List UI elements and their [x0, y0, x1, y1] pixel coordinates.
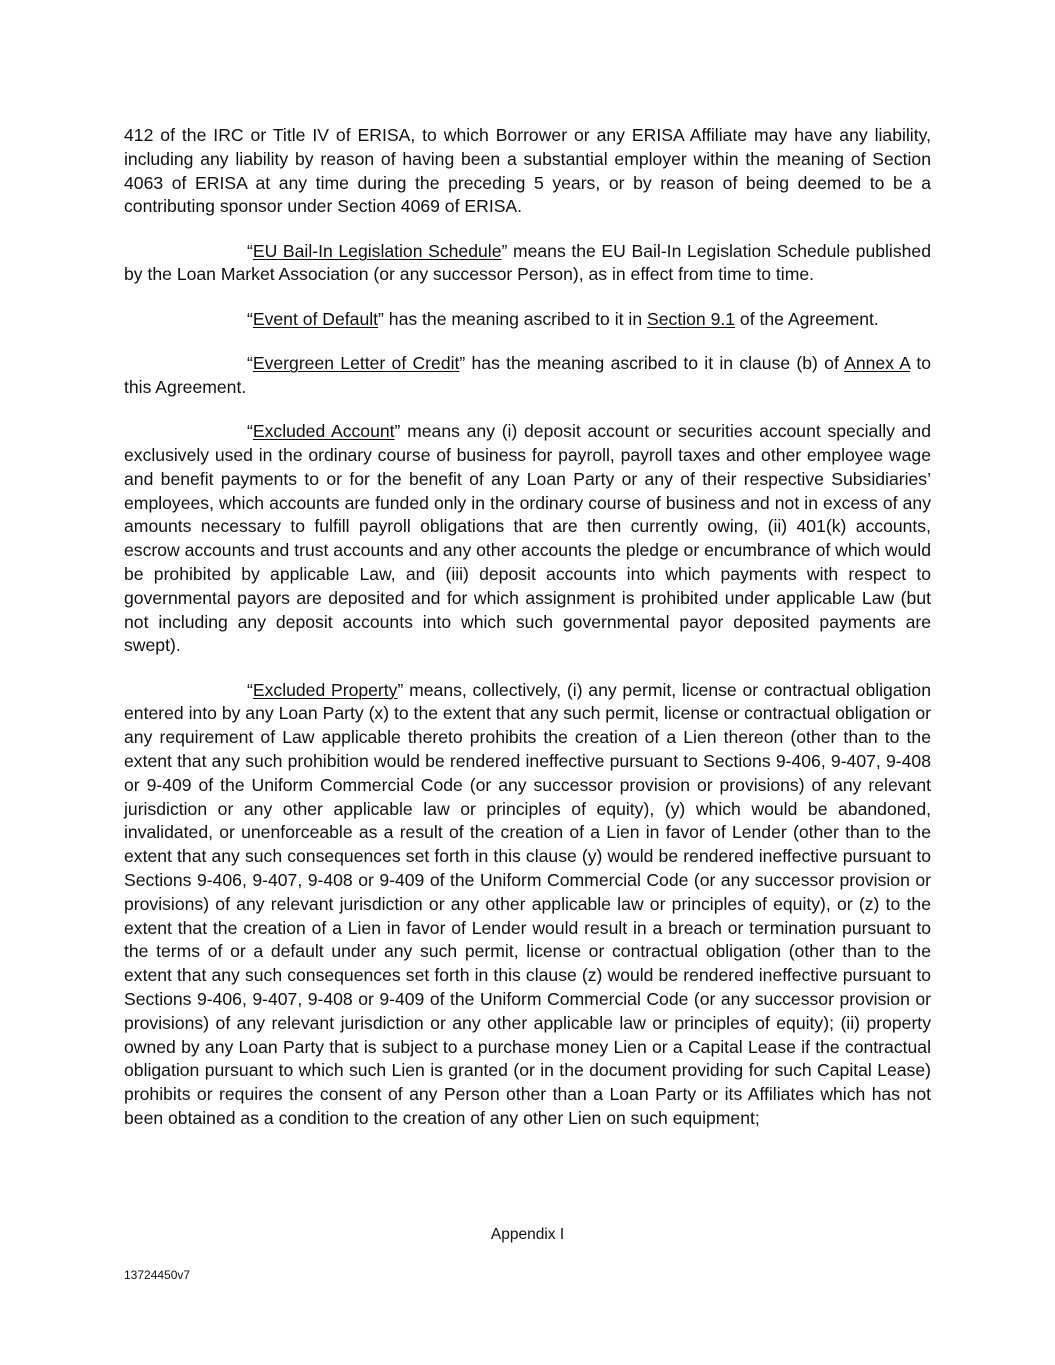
page-footer-label: Appendix I	[490, 1226, 565, 1243]
close-quote: ”	[501, 240, 508, 261]
definition-eu-bail-in-legislation-schedule	[124, 240, 931, 288]
definition-text: to this Agreement.	[124, 353, 931, 397]
document-body	[124, 124, 931, 1151]
open-quote: “	[247, 421, 253, 442]
open-quote: “	[247, 240, 253, 261]
definition-evergreen-letter-of-credit	[124, 352, 931, 400]
definition-text: means the EU Bail-In Legislation Schedule published by the Loan Market Association (or any successor Person), as in effect from time to time.	[124, 240, 931, 285]
defined-term: EU Bail-In Legislation Schedule	[252, 240, 502, 261]
close-quote: ”	[394, 421, 401, 442]
close-quote: ”	[459, 353, 466, 374]
paragraph-erisa-continuation: 412 of the IRC or Title IV of ERISA, to which Borrower or any ERISA Affiliate may have any liability, including any liability by reason of having been a substantial employer within the meaning of Section 4063 of ERISA at any time during the preceding 5 years, or by reason of being deemed to be a contributing sponsor under Section 4069 of ERISA.	[124, 125, 931, 217]
open-quote: “	[247, 353, 253, 374]
close-quote: ”	[378, 308, 384, 329]
definition-text: has the meaning ascribed to it in	[383, 308, 647, 329]
defined-term: Excluded Property	[252, 679, 398, 700]
definition-event-of-default	[124, 308, 931, 332]
definition-text: means, collectively, (i) any permit, license or contractual obligation entered into by any Loan Party (x) to the extent that any such permit, license or contractual obligation or any requirement of Law applicable thereto prohibits the creation of a Lien thereon (other than to the extent that any such prohibition would be rendered ineffective pursuant to Sections 9-406, 9-407, 9-408 or 9-409 of the Uniform Commercial Code (or any successor provision or provisions) of any relevant jurisdiction or any other applicable law or principles of equity), (y) which would be abandoned, invalidated, or unenforceable as a result of the creation of a Lien in favor of Lender (other than to the extent that any such consequences set forth in this clause (y) would be rendered ineffective pursuant to Sections 9-406, 9-407, 9-408 or 9-409 of the Uniform Commercial Code (or any successor provision or provisions) of any relevant jurisdiction or any other applicable law or principles of equity), or (z) to the extent that the creation of a Lien in favor of Lender would result in a breach or termination pursuant to the terms of or a default under any such permit, license or contractual obligation (other than to the extent that any such consequences set forth in this clause (z) would be rendered ineffective pursuant to Sections 9-406, 9-407, 9-408 or 9-409 of the Uniform Commercial Code (or any successor provision or provisions) of any relevant jurisdiction or any other applicable law or principles of equity); (ii) property owned by any Loan Party that is subject to a purchase money Lien or a Capital Lease if the contractual obligation pursuant to which such Lien is granted (or in the document providing for such Capital Lease) prohibits or requires the consent of any Person other than a Loan Party or its Affiliates which has not been obtained as a condition to the creation of any other Lien on such equipment;	[124, 679, 931, 1128]
defined-term: Evergreen Letter of Credit	[252, 353, 460, 374]
document-id: 13724450v7	[124, 1268, 191, 1282]
section-reference: Section 9.1	[647, 308, 736, 329]
definition-text: has the meaning ascribed to it in clause (b) of	[465, 353, 845, 374]
definition-text: means any (i) deposit account or securities account specially and exclusively used in the ordinary course of business for payroll, payroll taxes and other employee wage and benefit payments to or for the benefit of any Loan Party or any of their respective Subsidiaries’ employees, which accounts are funded only in the ordinary course of business and not in excess of any amounts necessary to fulfill payroll obligations that are then currently owing, (ii) 401(k) accounts, escrow accounts and trust accounts and any other accounts the pledge or encumbrance of which would be prohibited by applicable Law, and (iii) deposit accounts into which payments with respect to governmental payors are deposited and for which assignment is prohibited under applicable Law (but not including any deposit accounts into which such governmental payor deposited payments are swept).	[124, 421, 931, 656]
definition-text: of the Agreement.	[735, 308, 879, 329]
definition-excluded-property	[124, 679, 931, 1131]
defined-term: Excluded Account	[252, 421, 395, 442]
open-quote: “	[247, 679, 253, 700]
annex-reference: Annex A	[844, 353, 911, 374]
open-quote: “	[247, 308, 253, 329]
close-quote: ”	[397, 679, 404, 700]
defined-term: Event of Default	[252, 308, 379, 329]
definition-excluded-account	[124, 420, 931, 658]
